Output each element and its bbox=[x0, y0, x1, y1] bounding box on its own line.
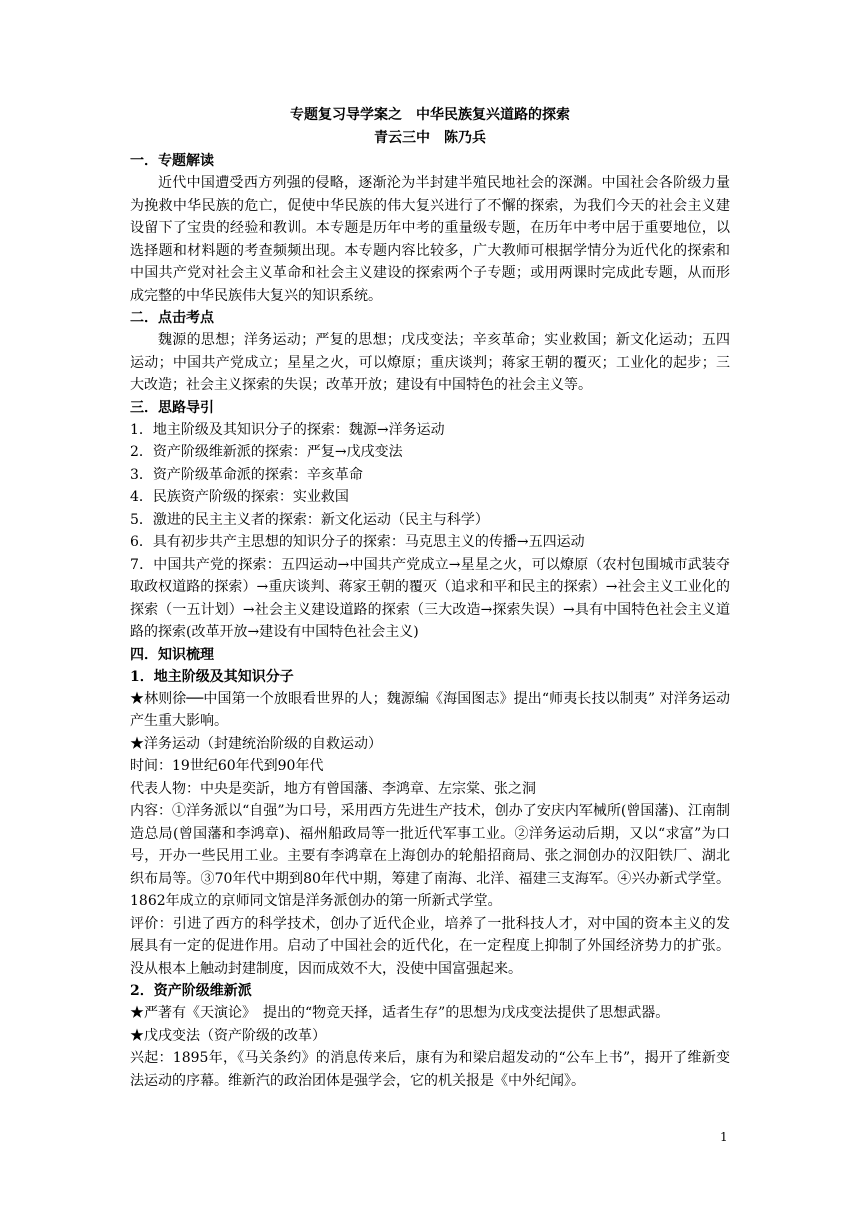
section-1-paragraph: 近代中国遭受西方列强的侵略，逐渐沦为半封建半殖民地社会的深渊。中国社会各阶级力量为挽救中华民族的危亡，促使中华民族的伟大复兴进行了不懈的探索，为我们今天的社会主义建设留下了宝贵的经验和教训。本专题是历年中考的重量级专题，在历年中考中居于重要地位，以选择题和材料题的考查频频出现。本专题内容比较多，广大教师可根据学情分为近代化的探索和中国共产党对社会主义革命和社会主义建设的探索两个子专题；或用两课时完成此专题，从而形成完整的中华民族伟大复兴的知识系统。 bbox=[130, 175, 730, 304]
section-heading-2: 二．点击考点 bbox=[130, 310, 214, 326]
subsection-heading-1: 1．地主阶级及其知识分子 bbox=[130, 668, 294, 685]
document-author: 青云三中 陈乃兵 bbox=[374, 130, 486, 146]
paragraph-line: ★严著有《天演论》 提出的“物竞天择，适者生存”的思想为戊戌变法提供了思想武器。 bbox=[130, 1005, 670, 1021]
list-item: 4．民族资产阶级的探索：实业救国 bbox=[130, 489, 349, 505]
paragraph-line: 代表人物：中央是奕訢，地方有曾国藩、李鸿章、左宗棠、张之洞 bbox=[130, 780, 536, 797]
paragraph-line: 时间：19世纪60年代到90年代 bbox=[130, 758, 324, 774]
paragraph-line: 评价：引进了西方的科学技术，创办了近代企业，培养了一批科技人才，对中国的资本主义的发展具有一定的促进作用。启动了中国社会的近代化，在一定程度上抑制了外国经济势力的扩张。没从根本上触动封建制度，因而成效不大，没使中国富强起来。 bbox=[130, 915, 730, 977]
section-heading-4: 四．知识梳理 bbox=[130, 646, 214, 663]
section-heading-1: 一．专题解读 bbox=[130, 153, 214, 169]
list-item: 5．激进的民主主义者的探索：新文化运动（民主与科学） bbox=[130, 511, 489, 528]
list-item: 1．地主阶级及其知识分子的探索：魏源→洋务运动 bbox=[130, 421, 445, 438]
list-item: 6．具有初步共产主思想的知识分子的探索：马克思主义的传播→五四运动 bbox=[130, 534, 585, 550]
list-item: 3．资产阶级革命派的探索：辛亥革命 bbox=[130, 466, 363, 483]
paragraph-line: ★戊戌变法（资产阶级的改革） bbox=[130, 1027, 326, 1044]
document-title: 专题复习导学案之 中华民族复兴道路的探索 bbox=[290, 107, 570, 123]
paragraph-line: ★林则徐──中国第一个放眼看世界的人；魏源编《海国图志》提出“师夷长技以制夷” 对洋务运动产生重大影响。 bbox=[130, 690, 730, 729]
section-2-paragraph: 魏源的思想；洋务运动；严复的思想；戊戌变法；辛亥革命；实业救国；新文化运动；五四运动；中国共产党成立；星星之火，可以燎原；重庆谈判；蒋家王朝的覆灭；工业化的起步；三大改造；社会主义探索的失误；改革开放；建设有中国特色的社会主义等。 bbox=[130, 332, 730, 393]
page-number: 1 bbox=[720, 1130, 728, 1144]
list-item: 7．中国共产党的探索：五四运动→中国共产党成立→星星之火，可以燎原（农村包围城市武装夺取政权道路的探索）→重庆谈判、蒋家王朝的覆灭（追求和平和民主的探索）→社会主义工业化的探索（一五计划）→社会主义建设道路的探索（三大改造→探索失误）→具有中国特色社会主义道路的探索(改革开放→建设有中国特色社会主义) bbox=[130, 556, 730, 640]
list-item: 2．资产阶级维新派的探索：严复→戊戌变法 bbox=[130, 444, 403, 460]
paragraph-line: 兴起：1895年，《马关条约》的消息传来后，康有为和梁启超发动的“公车上书”，揭开了维新变法运动的序幕。维新汽的政治团体是强学会，它的机关报是《中外纪闻》。 bbox=[130, 1050, 730, 1089]
document-page bbox=[130, 104, 730, 1092]
paragraph-line: 内容：①洋务派以“自强”为口号，采用西方先进生产技术，创办了安庆内军械所(曾国藩)、江南制造总局(曾国藩和李鸿章)、福州船政局等一批近代军事工业。②洋务运动后期，又以“求富”为口号，开办一些民用工业。主要有李鸿章在上海创办的轮船招商局、张之洞创办的汉阳铁厂、湖北织布局等。③70年代中期到80年代中期，筹建了南海、北洋、福建三支海军。④兴办新式学堂。1862年成立的京师同文馆是洋务派创办的第一所新式学堂。 bbox=[130, 803, 730, 909]
subsection-heading-2: 2．资产阶级维新派 bbox=[130, 983, 252, 999]
paragraph-line: ★洋务运动（封建统治阶级的自救运动） bbox=[130, 735, 382, 752]
section-heading-3: 三．思路导引 bbox=[130, 399, 214, 416]
